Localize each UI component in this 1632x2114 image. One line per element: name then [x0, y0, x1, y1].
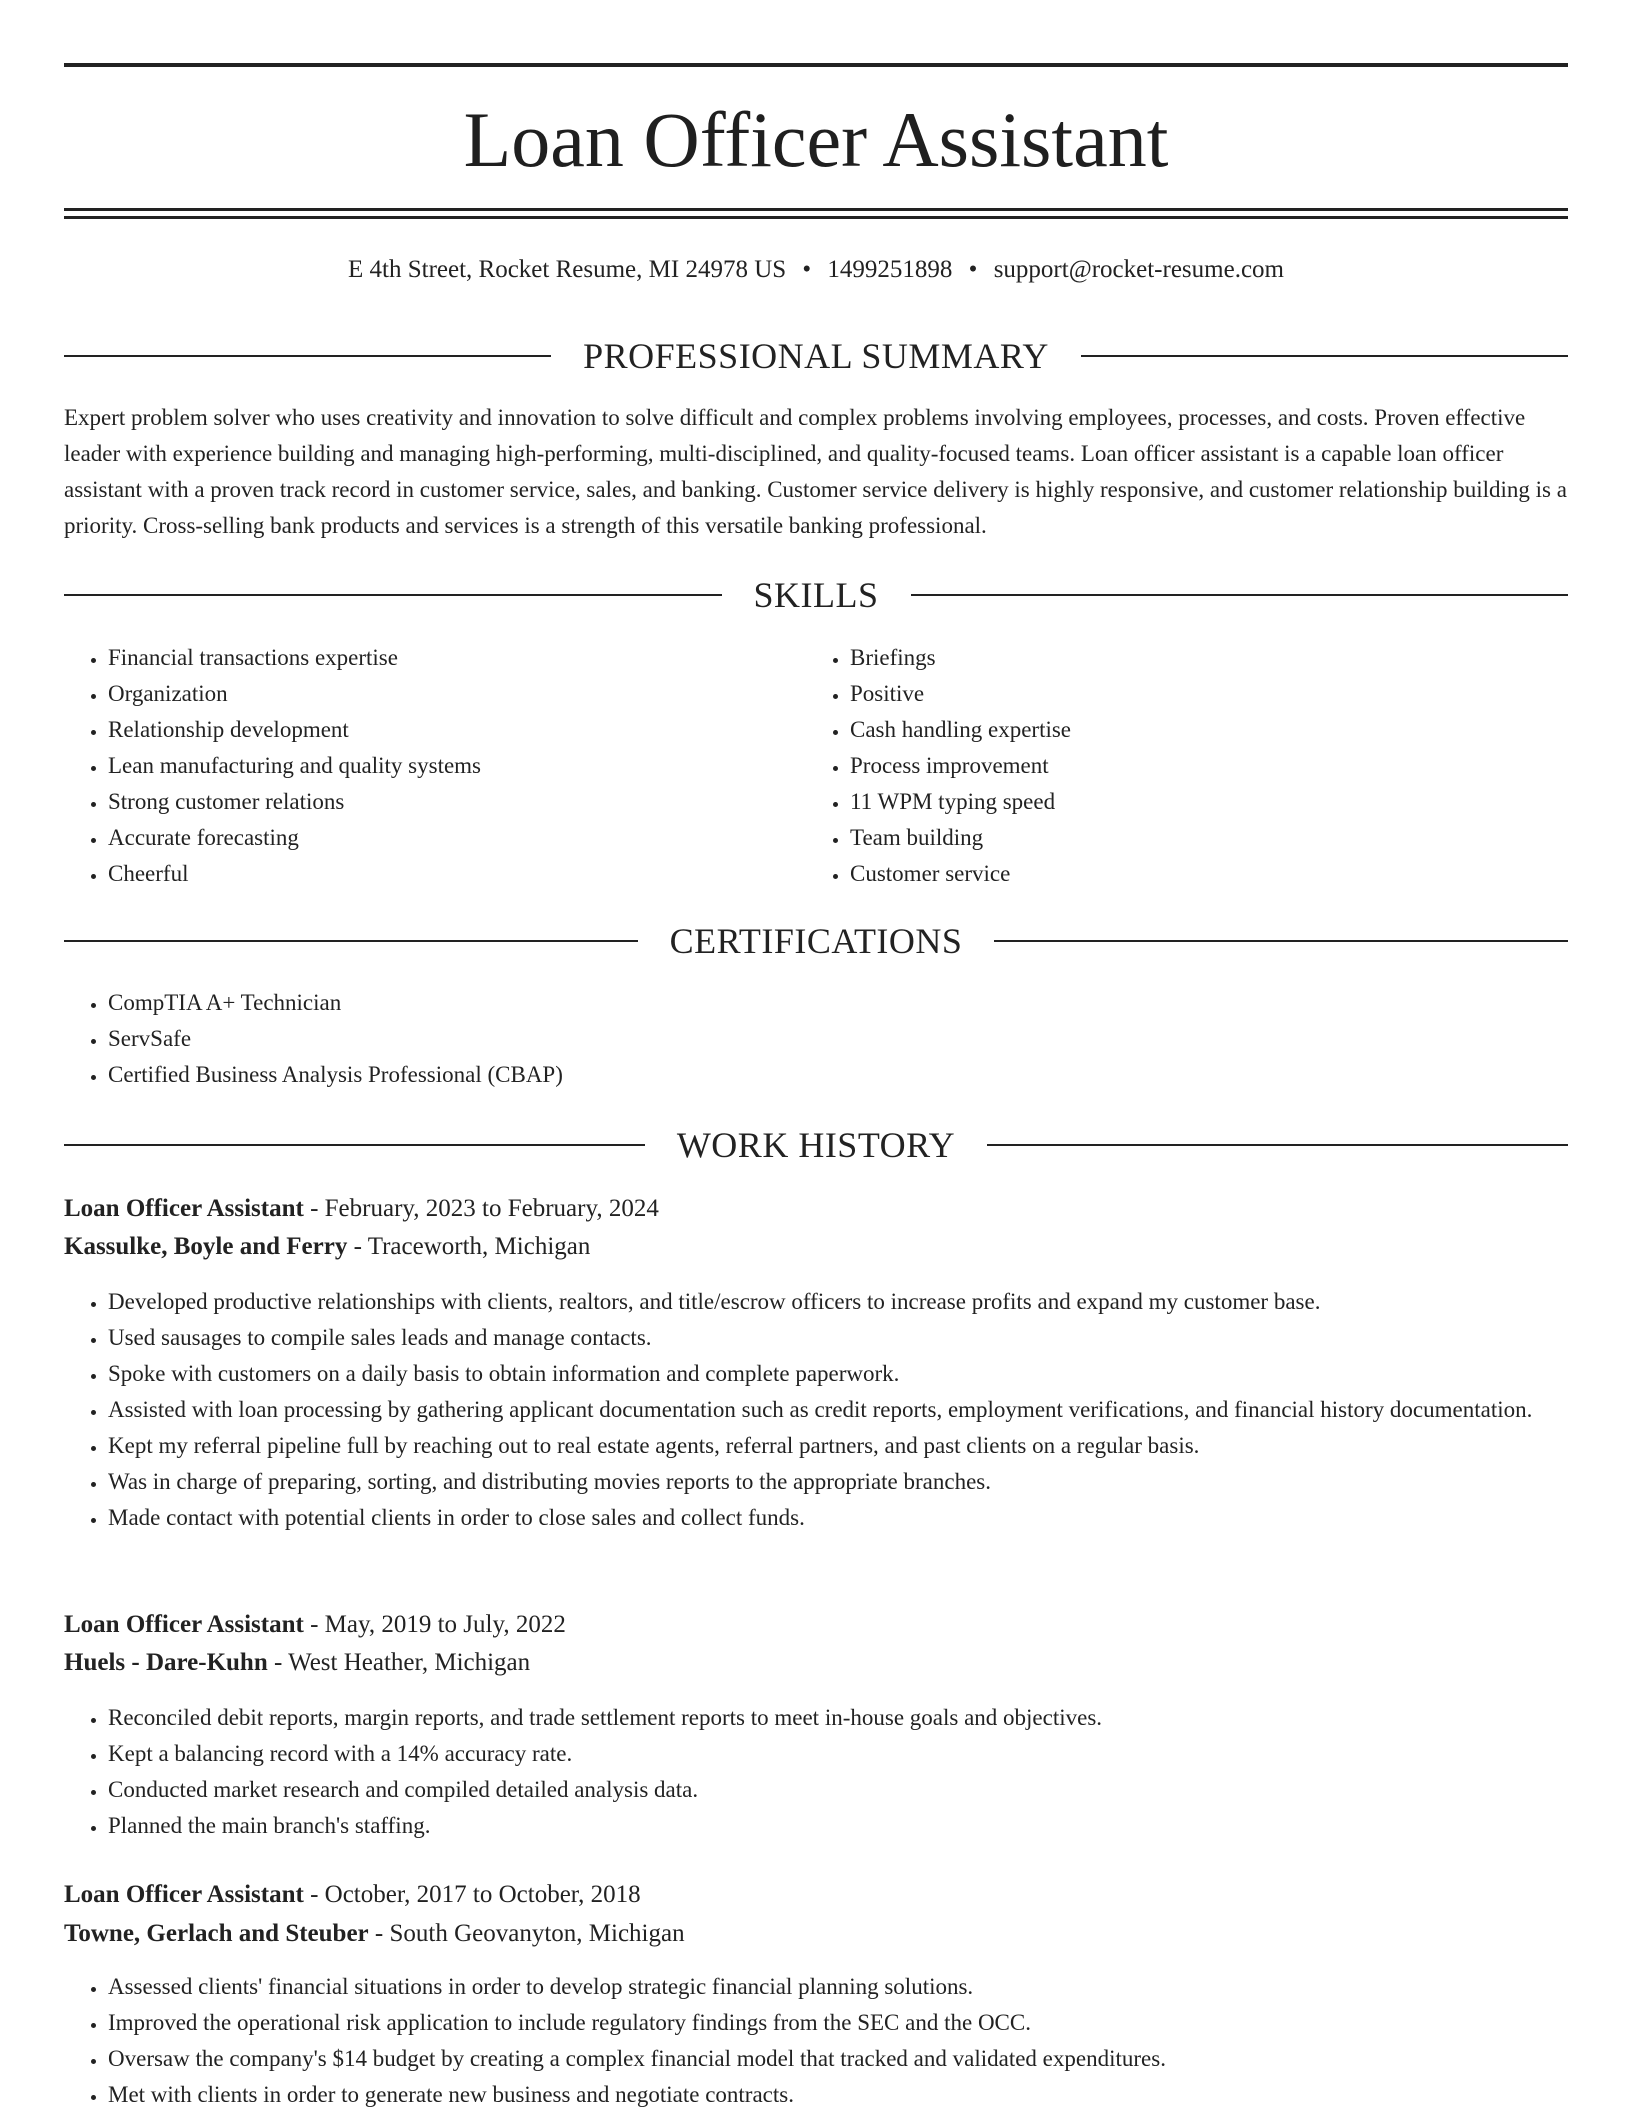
name-rule-upper: [64, 208, 1568, 211]
skills-list-right: [806, 640, 1550, 892]
divider-line: [64, 940, 638, 942]
skill-item: • Financial transactions expertise: [108, 640, 808, 676]
skill-item: • Briefings: [850, 640, 1550, 676]
contact-phone: 1499251898: [827, 256, 953, 283]
contact-separator: •: [968, 256, 978, 283]
contact-separator: •: [802, 256, 812, 283]
skill-item: • Lean manufacturing and quality systems: [108, 748, 808, 784]
skills-heading: [64, 575, 1568, 615]
divider-line: [64, 1144, 645, 1146]
skill-item: • Positive: [850, 676, 1550, 712]
job-bullet: • Conducted market research and compiled detailed analysis data.: [108, 1772, 1568, 1808]
job-title: Loan Officer Assistant: [64, 1195, 304, 1222]
job-bullet: • Developed productive relationships with clients, realtors, and title/escrow officers to increase profits and expand my customer base.: [108, 1284, 1568, 1320]
job-dates: - May, 2019 to July, 2022: [303, 1611, 566, 1638]
skill-item: • Customer service: [850, 856, 1550, 892]
job-company: Huels - Dare-Kuhn: [64, 1649, 268, 1676]
job-bullet: • Reconciled debit reports, margin reports, and trade settlement reports to meet in-house goals and objectives.: [108, 1700, 1568, 1736]
job-company-line: [64, 1228, 1568, 1266]
job-dates: - October, 2017 to October, 2018: [303, 1881, 641, 1908]
summary-heading: [64, 336, 1568, 376]
certification-item: • ServSafe: [108, 1021, 1508, 1057]
divider-line: [911, 594, 1569, 596]
job-location: - West Heather, Michigan: [267, 1649, 531, 1676]
job-company-line: [64, 1915, 1568, 1953]
skill-item: • Cheerful: [108, 856, 808, 892]
job-bullet: • Spoke with customers on a daily basis to obtain information and complete paperwork.: [108, 1356, 1568, 1392]
job-title: Loan Officer Assistant: [64, 1611, 304, 1638]
certification-item: • Certified Business Analysis Professional (CBAP): [108, 1057, 1508, 1093]
section-title: PROFESSIONAL SUMMARY: [583, 336, 1049, 376]
job-bullet: • Met with clients in order to generate new business and negotiate contracts.: [108, 2077, 1568, 2113]
divider-line: [64, 355, 551, 357]
certifications-list: [64, 985, 1508, 1093]
job-bullet: • Assessed clients' financial situations in order to develop strategic financial planning solutions.: [108, 1969, 1568, 2005]
skill-item: • Strong customer relations: [108, 784, 808, 820]
job-bullet: • Oversaw the company's $14 budget by creating a complex financial model that tracked and validated expenditures.: [108, 2041, 1568, 2077]
job-bullet: • Planned the main branch's staffing.: [108, 1808, 1568, 1844]
job-bullet: • Kept my referral pipeline full by reaching out to real estate agents, referral partners, and past clients on a regular basis.: [108, 1428, 1568, 1464]
job-company: Towne, Gerlach and Steuber: [64, 1920, 369, 1947]
section-title: CERTIFICATIONS: [669, 921, 963, 961]
skill-item: • Organization: [108, 676, 808, 712]
job-company-line: [64, 1644, 1568, 1682]
divider-line: [1081, 355, 1568, 357]
certification-item: • CompTIA A+ Technician: [108, 985, 1508, 1021]
contact-email: support@rocket-resume.com: [993, 256, 1284, 283]
contact-line: [64, 252, 1568, 288]
job-dates: - February, 2023 to February, 2024: [303, 1195, 659, 1222]
skill-item: • Cash handling expertise: [850, 712, 1550, 748]
job-bullets: [64, 1284, 1568, 1536]
skill-item: • 11 WPM typing speed: [850, 784, 1550, 820]
certifications-heading: [64, 921, 1568, 961]
divider-line: [994, 940, 1568, 942]
contact-address: E 4th Street, Rocket Resume, MI 24978 US: [348, 256, 787, 283]
top-rule: [64, 63, 1568, 67]
job-bullet: • Assisted with loan processing by gathering applicant documentation such as credit reports, employment verifications, and financial history documentation.: [108, 1392, 1568, 1428]
job-company: Kassulke, Boyle and Ferry: [64, 1233, 348, 1260]
job-bullets: [64, 1969, 1568, 2113]
resume-name: Loan Officer Assistant: [463, 96, 1169, 183]
section-title: SKILLS: [753, 575, 879, 615]
skill-item: • Relationship development: [108, 712, 808, 748]
work-history-heading: [64, 1125, 1568, 1165]
job-bullets: [64, 1700, 1568, 1844]
job-title-line: [64, 1876, 1568, 1914]
divider-line: [64, 594, 722, 596]
job-bullet: • Kept a balancing record with a 14% accuracy rate.: [108, 1736, 1568, 1772]
job-title-line: [64, 1190, 1568, 1228]
job-bullet: • Made contact with potential clients in order to close sales and collect funds.: [108, 1500, 1568, 1536]
skill-item: • Team building: [850, 820, 1550, 856]
job-bullet: • Used sausages to compile sales leads and manage contacts.: [108, 1320, 1568, 1356]
divider-line: [987, 1144, 1568, 1146]
skill-item: • Process improvement: [850, 748, 1550, 784]
skills-list-left: [64, 640, 808, 892]
job-location: - South Geovanyton, Michigan: [368, 1920, 685, 1947]
job-title-line: [64, 1606, 1568, 1644]
skill-item: • Accurate forecasting: [108, 820, 808, 856]
section-title: WORK HISTORY: [676, 1125, 956, 1165]
job-title: Loan Officer Assistant: [64, 1881, 304, 1908]
job-bullet: • Improved the operational risk application to include regulatory findings from the SEC and the OCC.: [108, 2005, 1568, 2041]
job-location: - Traceworth, Michigan: [347, 1233, 591, 1260]
summary-text: Expert problem solver who uses creativity and innovation to solve difficult and complex problems involving employees, processes, and costs. Proven effective leader with experience building and managing high-performing, multi-disciplined, and quality-focused teams. Loan officer assistant is a capable loan officer assistant with a proven track record in customer service, sales, and banking. Customer service delivery is highly responsive, and customer relationship building is a priority. Cross-selling bank products and services is a strength of this versatile banking professional.: [64, 405, 1567, 538]
name-rule-lower: [64, 216, 1568, 219]
job-bullet: • Was in charge of preparing, sorting, and distributing movies reports to the appropriate branches.: [108, 1464, 1568, 1500]
